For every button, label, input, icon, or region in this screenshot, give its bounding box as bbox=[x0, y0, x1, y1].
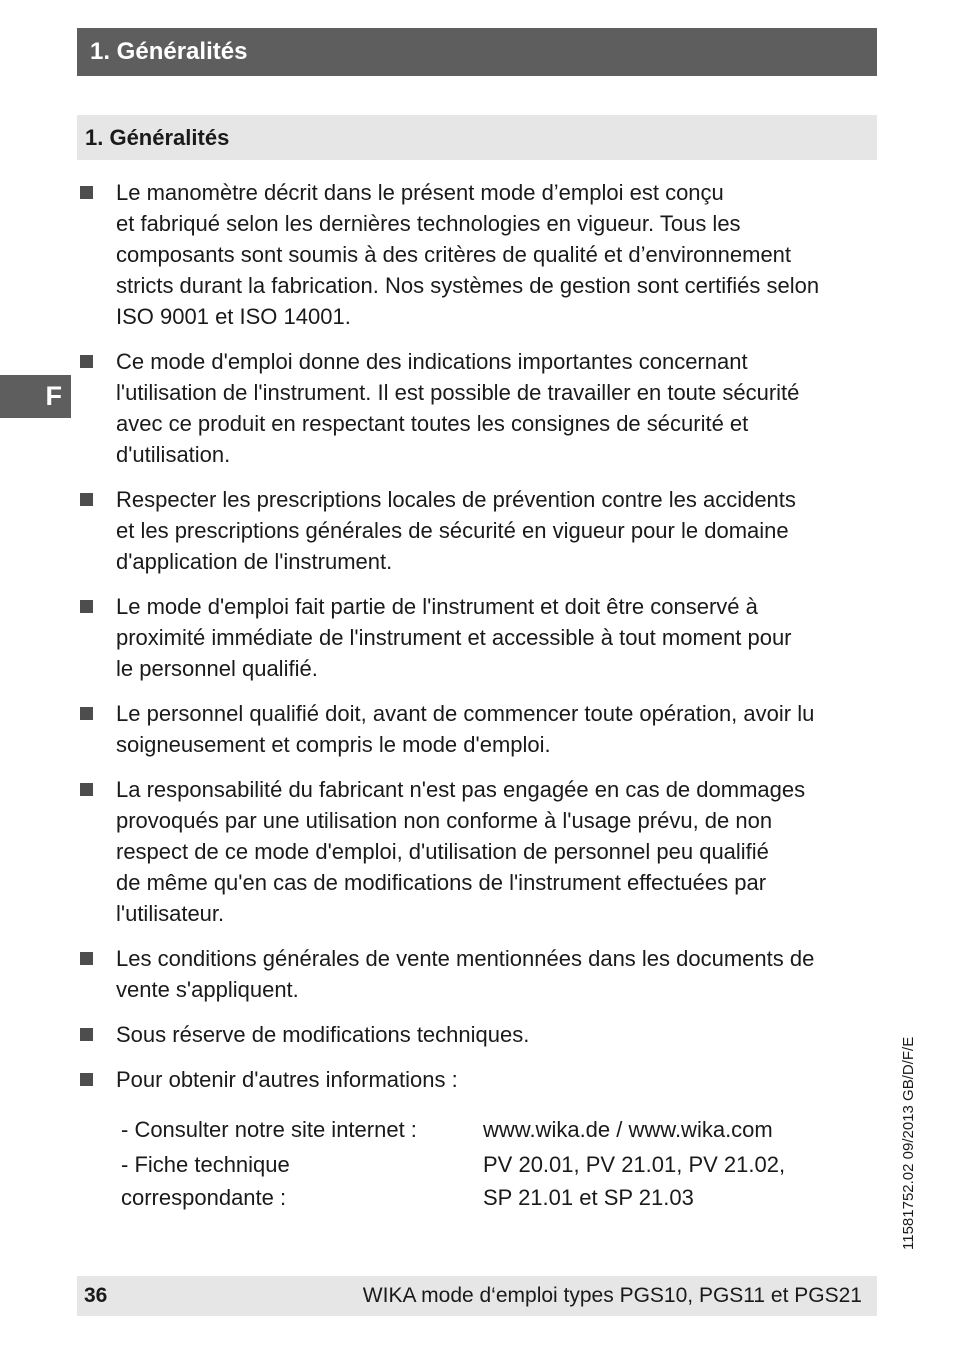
list-item bbox=[77, 591, 877, 684]
square-bullet-icon bbox=[80, 600, 93, 613]
list-item-text: Pour obtenir d'autres informations : bbox=[116, 1067, 458, 1092]
bullet-list bbox=[77, 177, 877, 1109]
list-item-text: Respecter les prescriptions locales de prévention contre les accidents et les prescriptions générales de sécurité en vigueur pour le domaine d'application de l'instrument. bbox=[116, 487, 796, 574]
list-item-text: Ce mode d'emploi donne des indications importantes concernant l'utilisation de l'instrument. Il est possible de travailler en toute sécurité avec ce produit en respectant toutes les consignes de sécurité et d'utilisation. bbox=[116, 349, 800, 467]
list-item bbox=[77, 1064, 877, 1095]
chapter-title: 1. Généralités bbox=[90, 38, 248, 65]
square-bullet-icon bbox=[80, 1073, 93, 1086]
square-bullet-icon bbox=[80, 783, 93, 796]
chapter-header bbox=[77, 28, 877, 76]
list-item bbox=[77, 346, 877, 470]
info-row-datasheet bbox=[121, 1148, 785, 1214]
list-item bbox=[77, 698, 877, 760]
document-code: 11581752.02 09/2013 GB/D/F/E bbox=[900, 1036, 917, 1250]
list-item-text: La responsabilité du fabricant n'est pas engagée en cas de dommages provoqués par une utilisation non conforme à l'usage prévu, de non respect de ce mode d'emploi, d'utilisation de personnel peu qualifié de même qu'en cas de modifications de l'instrument effectuées par l'utilisateur. bbox=[116, 777, 806, 926]
page-number: 36 bbox=[84, 1284, 108, 1307]
information-table bbox=[121, 1113, 785, 1214]
list-item-text: Les conditions générales de vente mentionnées dans les documents de vente s'appliquent. bbox=[116, 946, 815, 1002]
language-tab bbox=[0, 375, 71, 418]
footer-title: WIKA mode d‘emploi types PGS10, PGS11 et PGS21 bbox=[362, 1284, 862, 1307]
square-bullet-icon bbox=[80, 355, 93, 368]
square-bullet-icon bbox=[80, 707, 93, 720]
list-item-text: Le manomètre décrit dans le présent mode d’emploi est conçu et fabriqué selon les dernières technologies en vigueur. Tous les composants sont soumis à des critères de qualité et d’environnement stricts durant la fabrication. Nos systèmes de gestion sont certifiés selon ISO 9001 et ISO 14001. bbox=[116, 180, 820, 329]
square-bullet-icon bbox=[80, 952, 93, 965]
website-value: www.wika.de / www.wika.com bbox=[483, 1117, 773, 1142]
page-footer bbox=[77, 1276, 877, 1316]
list-item-text: Le personnel qualifié doit, avant de commencer toute opération, avoir lu soigneusement et compris le mode d'emploi. bbox=[116, 701, 815, 757]
square-bullet-icon bbox=[80, 186, 93, 199]
list-item bbox=[77, 774, 877, 929]
square-bullet-icon bbox=[80, 1028, 93, 1041]
list-item bbox=[77, 177, 877, 332]
section-header bbox=[77, 115, 877, 160]
list-item bbox=[77, 1019, 877, 1050]
list-item-text: Le mode d'emploi fait partie de l'instrument et doit être conservé à proximité immédiate de l'instrument et accessible à tout moment pour le personnel qualifié. bbox=[116, 594, 792, 681]
square-bullet-icon bbox=[80, 493, 93, 506]
section-title: 1. Généralités bbox=[85, 125, 230, 150]
info-label: - Fiche technique correspondante : bbox=[121, 1152, 290, 1210]
datasheet-value: PV 20.01, PV 21.01, PV 21.02, SP 21.01 et SP 21.03 bbox=[483, 1152, 786, 1210]
info-label: - Consulter notre site internet : bbox=[121, 1117, 417, 1142]
list-item-text: Sous réserve de modifications techniques. bbox=[116, 1022, 530, 1047]
language-tab-label: F bbox=[45, 381, 62, 411]
list-item bbox=[77, 943, 877, 1005]
list-item bbox=[77, 484, 877, 577]
info-row-website bbox=[121, 1113, 785, 1146]
